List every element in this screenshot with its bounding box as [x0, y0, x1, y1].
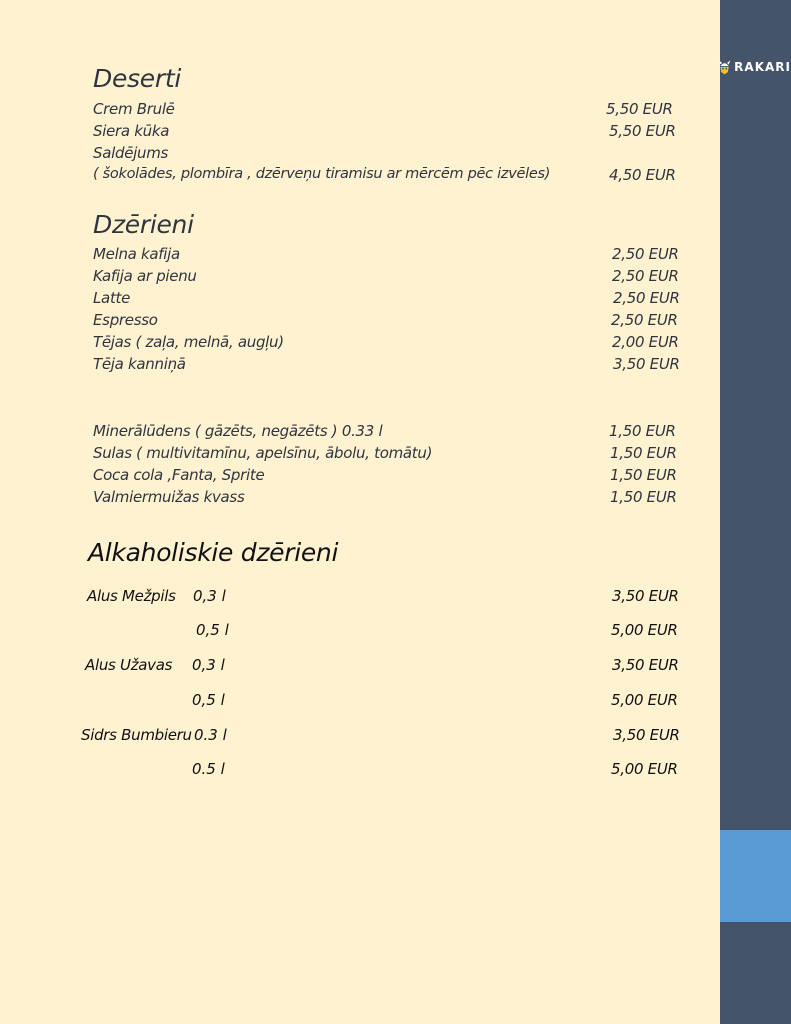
item-price: 5,00 EUR	[611, 760, 678, 778]
menu-item	[0, 656, 720, 678]
menu-item	[0, 726, 720, 748]
item-name: Latte	[93, 289, 131, 307]
item-volume: 0,3 l	[193, 587, 226, 605]
menu-item	[0, 621, 720, 643]
item-price: 5,50 EUR	[609, 122, 676, 140]
item-name: Minerālūdens ( gāzēts, negāzēts ) 0.33 l	[93, 422, 383, 440]
section-title-alcohol: Alkaholiskie dzērieni	[88, 538, 339, 567]
section-title-drinks: Dzērieni	[93, 210, 194, 239]
sidebar-accent-block	[720, 830, 791, 922]
item-volume: 0,5 l	[196, 621, 229, 639]
menu-item	[0, 355, 720, 377]
item-name: Siera kūka	[93, 122, 170, 140]
item-name: Tēja kanniņā	[93, 355, 186, 373]
item-price: 2,50 EUR	[612, 267, 679, 285]
item-price: 1,50 EUR	[609, 422, 676, 440]
item-volume: 0,3 l	[192, 656, 225, 674]
item-name: Saldējums	[93, 144, 169, 162]
item-name: Melna kafija	[93, 245, 180, 263]
item-price: 2,50 EUR	[612, 245, 679, 263]
item-price: 5,00 EUR	[611, 621, 678, 639]
item-price: 1,50 EUR	[610, 488, 677, 506]
item-price: 3,50 EUR	[613, 726, 680, 744]
item-price: 1,50 EUR	[610, 466, 677, 484]
item-price: 5,00 EUR	[611, 691, 678, 709]
item-price: 2,50 EUR	[611, 311, 678, 329]
item-price: 4,50 EUR	[609, 166, 676, 184]
menu-item	[0, 760, 720, 782]
item-volume: 0,5 l	[192, 691, 225, 709]
item-name: Valmiermuižas kvass	[93, 488, 245, 506]
item-name: Sulas ( multivitamīnu, apelsīnu, ābolu, tomātu)	[93, 444, 433, 462]
item-price: 1,50 EUR	[610, 444, 677, 462]
item-volume: 0.3 l	[194, 726, 227, 744]
menu-item	[0, 587, 720, 609]
menu-item	[0, 466, 720, 488]
menu-item	[0, 267, 720, 289]
item-volume: 0.5 l	[192, 760, 225, 778]
menu-item	[0, 422, 720, 444]
brand-name: RAKARI	[734, 60, 791, 74]
viking-helmet-icon	[718, 57, 731, 77]
menu-item	[0, 488, 720, 510]
item-price: 3,50 EUR	[612, 587, 679, 605]
menu-item	[0, 166, 720, 188]
item-name: Espresso	[93, 311, 158, 329]
menu-item	[0, 289, 720, 311]
menu-item	[0, 100, 720, 122]
item-name: ( šokolādes, plombīra , dzērveņu tiramisu ar mērcēm pēc izvēles)	[93, 166, 551, 182]
item-name: Alus Mežpils	[87, 587, 176, 605]
item-name: Alus Užavas	[85, 656, 173, 674]
menu-item	[0, 311, 720, 333]
menu-item	[0, 444, 720, 466]
menu-item	[0, 333, 720, 355]
item-name: Sidrs Bumbieru	[81, 726, 192, 744]
item-name: Kafija ar pienu	[93, 267, 197, 285]
item-price: 3,50 EUR	[613, 355, 680, 373]
menu-item	[0, 245, 720, 267]
brand-logo	[718, 56, 791, 78]
item-price: 5,50 EUR	[606, 100, 673, 118]
menu-item	[0, 144, 720, 166]
item-price: 2,50 EUR	[613, 289, 680, 307]
item-name: Tējas ( zaļa, melnā, augļu)	[93, 333, 284, 351]
item-name: Crem Brulē	[93, 100, 175, 118]
menu-item	[0, 691, 720, 713]
item-price: 3,50 EUR	[612, 656, 679, 674]
item-price: 2,00 EUR	[612, 333, 679, 351]
menu-item	[0, 122, 720, 144]
item-name: Coca cola ,Fanta, Sprite	[93, 466, 265, 484]
section-title-desserts: Deserti	[93, 64, 181, 93]
